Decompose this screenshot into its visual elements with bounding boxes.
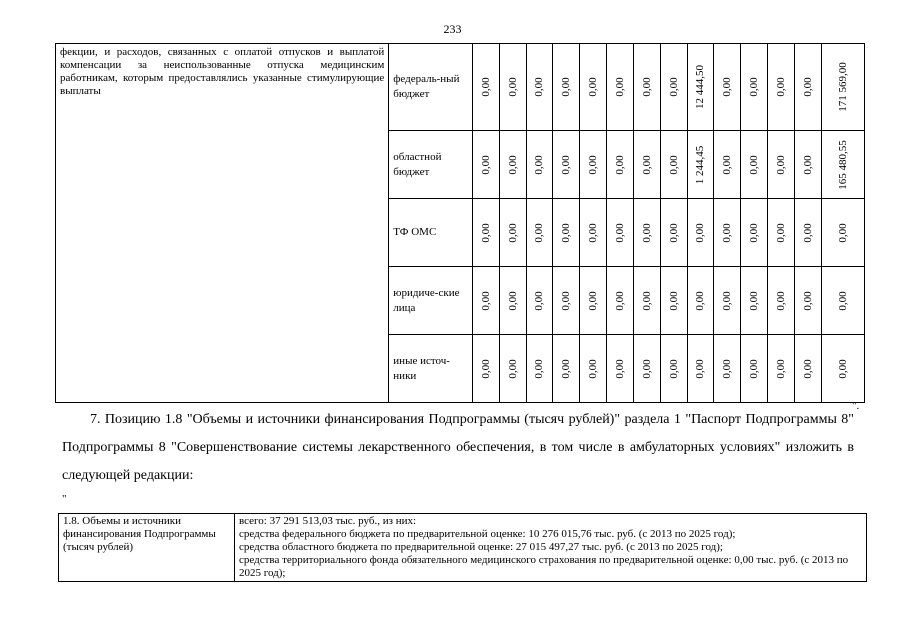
opening-quote-mark: " — [62, 493, 67, 505]
value-cell — [794, 335, 821, 403]
value-cell — [687, 267, 714, 335]
value-text: 0,00 — [640, 358, 653, 379]
value-text: 0,00 — [479, 358, 492, 379]
value-cell — [633, 335, 660, 403]
value-text: 0,00 — [613, 77, 626, 97]
value-cell — [633, 267, 660, 335]
value-cell — [472, 267, 499, 335]
value-text: 0,00 — [694, 290, 707, 311]
value-cell — [526, 267, 553, 335]
value-cell — [794, 44, 821, 131]
value-text: 0,00 — [836, 222, 849, 243]
instruction-paragraph: 7. Позицию 1.8 "Объемы и источники финансирования Подпрограммы (тысяч рублей)" раздела 1 "Паспорт Подпрограммы 8" Подпрограммы 8 "Совершенствование системы лекарственного обеспечения, в том числе в амбулаторных условиях" изложить в следующей редакции: — [62, 412, 854, 483]
financing-table — [55, 43, 865, 403]
value-cell — [660, 131, 687, 199]
value-cell — [741, 199, 768, 267]
value-cell — [821, 199, 864, 267]
financing-table-body — [56, 44, 865, 403]
value-cell — [472, 199, 499, 267]
value-cell — [607, 199, 634, 267]
value-cell — [553, 199, 580, 267]
value-text: 0,00 — [694, 222, 707, 243]
value-text: 0,00 — [667, 154, 680, 175]
funding-source: ТФ ОМС — [389, 199, 473, 267]
value-text: 0,00 — [506, 154, 519, 175]
value-text: 0,00 — [774, 222, 787, 243]
value-text: 0,00 — [667, 358, 680, 379]
passport-line: средства федерального бюджета по предварительной оценке: 10 276 015,76 тыс. руб. (с 2013 по 2025 год); — [239, 528, 736, 540]
value-text: 0,00 — [560, 358, 573, 379]
value-cell — [741, 267, 768, 335]
value-text: 0,00 — [506, 358, 519, 379]
value-text: 0,00 — [533, 222, 546, 243]
value-text: 0,00 — [721, 222, 734, 243]
value-text: 0,00 — [479, 290, 492, 311]
value-cell — [767, 44, 794, 131]
value-text: 0,00 — [506, 290, 519, 311]
value-text: 0,00 — [613, 154, 626, 175]
value-cell — [526, 131, 553, 199]
table-row — [56, 44, 865, 131]
value-cell — [633, 44, 660, 131]
value-cell — [553, 131, 580, 199]
passport-line: средства территориального фонда обязательного медицинского страхования по предварительной оценке: 0,00 тыс. руб. (с 2013 по 2025 год); — [239, 554, 849, 579]
value-cell — [767, 131, 794, 199]
value-cell — [794, 131, 821, 199]
value-cell — [580, 335, 607, 403]
value-cell — [821, 267, 864, 335]
passport-content — [235, 514, 867, 582]
value-cell — [741, 335, 768, 403]
value-cell — [714, 199, 741, 267]
value-text: 0,00 — [721, 77, 734, 97]
value-text: 0,00 — [801, 290, 814, 311]
value-text: 171 569,00 — [836, 62, 849, 112]
value-cell — [553, 44, 580, 131]
value-cell — [607, 131, 634, 199]
value-cell — [687, 335, 714, 403]
value-cell — [580, 131, 607, 199]
value-text: 0,00 — [479, 154, 492, 175]
value-text: 0,00 — [721, 358, 734, 379]
page-number: 233 — [443, 22, 462, 36]
funding-source: областной бюджет — [389, 131, 473, 199]
value-text: 0,00 — [836, 358, 849, 379]
value-cell — [472, 131, 499, 199]
value-text: 0,00 — [587, 290, 600, 311]
value-text: 0,00 — [560, 77, 573, 97]
value-text: 0,00 — [748, 77, 761, 97]
value-text: 0,00 — [587, 222, 600, 243]
value-cell — [767, 267, 794, 335]
value-text: 0,00 — [560, 290, 573, 311]
value-text: 0,00 — [533, 290, 546, 311]
value-text: 0,00 — [587, 154, 600, 175]
value-text: 0,00 — [640, 154, 653, 175]
value-text: 0,00 — [694, 358, 707, 379]
value-cell — [580, 44, 607, 131]
value-text: 0,00 — [533, 77, 546, 97]
value-text: 0,00 — [667, 77, 680, 97]
value-cell — [821, 131, 864, 199]
value-cell — [553, 267, 580, 335]
value-text: 12 444,50 — [694, 65, 707, 109]
value-cell — [607, 335, 634, 403]
value-text: 0,00 — [774, 77, 787, 97]
value-text: 0,00 — [748, 358, 761, 379]
value-cell — [607, 267, 634, 335]
value-cell — [714, 335, 741, 403]
value-cell — [714, 131, 741, 199]
value-text: 0,00 — [774, 290, 787, 311]
value-text: 0,00 — [479, 77, 492, 97]
value-text: 0,00 — [560, 154, 573, 175]
value-cell — [687, 199, 714, 267]
value-cell — [607, 44, 634, 131]
value-text: 1 244,45 — [694, 145, 707, 184]
value-cell — [660, 199, 687, 267]
value-text: 0,00 — [801, 358, 814, 379]
value-cell — [821, 44, 864, 131]
value-cell — [499, 267, 526, 335]
value-text: 0,00 — [587, 77, 600, 97]
value-text: 0,00 — [587, 358, 600, 379]
funding-source: юридиче-ские лица — [389, 267, 473, 335]
value-cell — [767, 335, 794, 403]
value-cell — [821, 335, 864, 403]
value-cell — [767, 199, 794, 267]
value-cell — [660, 44, 687, 131]
value-cell — [633, 199, 660, 267]
value-text: 0,00 — [640, 77, 653, 97]
value-text: 0,00 — [801, 77, 814, 97]
value-text: 165 480,55 — [836, 139, 849, 190]
funding-source: федераль-ный бюджет — [389, 44, 473, 131]
value-cell — [526, 199, 553, 267]
value-text: 0,00 — [721, 154, 734, 175]
value-cell — [499, 44, 526, 131]
value-text: 0,00 — [721, 290, 734, 311]
value-text: 0,00 — [774, 358, 787, 379]
value-cell — [714, 267, 741, 335]
value-cell — [526, 44, 553, 131]
value-text: 0,00 — [506, 77, 519, 97]
value-cell — [580, 267, 607, 335]
value-text: 0,00 — [533, 358, 546, 379]
passport-row — [59, 514, 867, 582]
value-cell — [499, 131, 526, 199]
value-text: 0,00 — [533, 154, 546, 175]
value-cell — [794, 267, 821, 335]
value-text: 0,00 — [560, 222, 573, 243]
value-text: 0,00 — [801, 222, 814, 243]
value-cell — [794, 199, 821, 267]
value-text: 0,00 — [774, 154, 787, 175]
value-cell — [714, 44, 741, 131]
value-cell — [741, 131, 768, 199]
funding-source: иные источ-ники — [389, 335, 473, 403]
value-text: 0,00 — [801, 154, 814, 175]
value-text: 0,00 — [613, 222, 626, 243]
value-cell — [553, 335, 580, 403]
value-cell — [687, 131, 714, 199]
value-text: 0,00 — [836, 290, 849, 311]
value-text: 0,00 — [479, 222, 492, 243]
value-text: 0,00 — [613, 290, 626, 311]
passport-line: всего: 37 291 513,03 тыс. руб., из них: — [239, 515, 417, 527]
value-cell — [633, 131, 660, 199]
passport-label: 1.8. Объемы и источники финансирования Подпрограммы (тысяч рублей) — [59, 514, 235, 582]
value-cell — [660, 267, 687, 335]
value-cell — [499, 335, 526, 403]
value-cell — [526, 335, 553, 403]
value-text: 0,00 — [640, 290, 653, 311]
measure-description: фекции, и расходов, связанных с оплатой отпусков и выплатой компенсации за неиспользованные отпуска медицинским работникам, которым предоставлялись указанные стимулирующие выплаты — [56, 44, 389, 403]
value-text: 0,00 — [667, 222, 680, 243]
value-text: 0,00 — [506, 222, 519, 243]
closing-quote-mark: ". — [852, 400, 860, 412]
value-text: 0,00 — [748, 290, 761, 311]
value-text: 0,00 — [748, 154, 761, 175]
value-cell — [741, 44, 768, 131]
value-text: 0,00 — [748, 222, 761, 243]
value-cell — [687, 44, 714, 131]
value-cell — [472, 44, 499, 131]
value-text: 0,00 — [667, 290, 680, 311]
value-cell — [580, 199, 607, 267]
value-text: 0,00 — [613, 358, 626, 379]
value-cell — [660, 335, 687, 403]
passport-line: средства областного бюджета по предварительной оценке: 27 015 497,27 тыс. руб. (с 2013 по 2025 год); — [239, 541, 723, 553]
value-cell — [499, 199, 526, 267]
passport-table — [58, 513, 867, 582]
value-text: 0,00 — [640, 222, 653, 243]
value-cell — [472, 335, 499, 403]
